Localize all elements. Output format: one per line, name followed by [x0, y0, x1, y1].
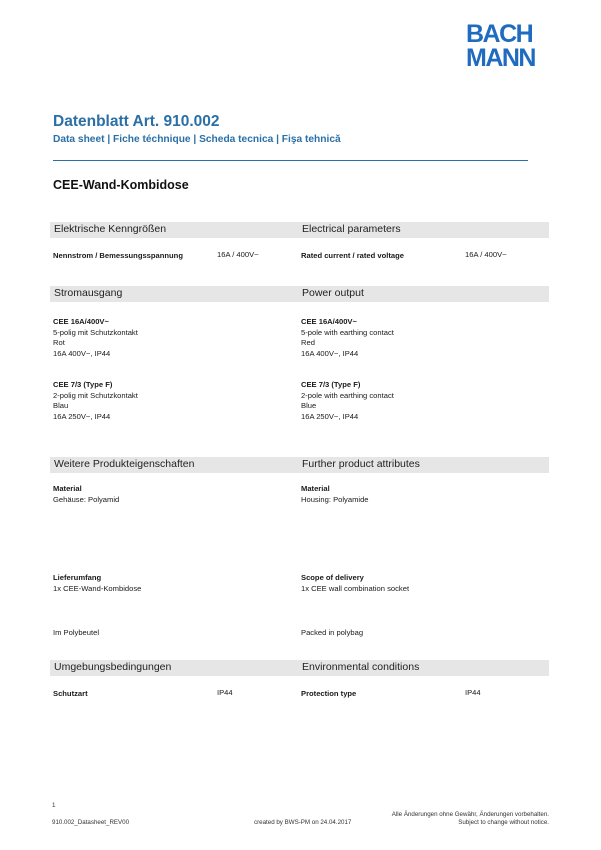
section-header-attributes	[50, 457, 549, 473]
protection-value-de: IP44	[217, 688, 233, 697]
socket1-line2-en: Red	[301, 338, 315, 347]
created-by: created by BWS-PM on 24.04.2017	[254, 819, 352, 826]
scope-block-en	[301, 573, 409, 594]
section-heading-en: Power output	[302, 287, 364, 299]
protection-label-de: Schutzart	[53, 689, 88, 698]
socket2-line2-de: Blau	[53, 401, 69, 410]
protection-value-en: IP44	[465, 688, 481, 697]
socket2-line3-en: 16A 250V~, IP44	[301, 411, 359, 421]
socket1-block-de	[53, 317, 138, 359]
rated-current-value-de: 16A / 400V~	[217, 250, 259, 259]
socket1-line1-de: 5-polig mit Schutzkontakt	[53, 327, 138, 337]
change-notice-de: Alle Änderungen ohne Gewähr, Änderungen vorbehalten.	[391, 811, 549, 818]
title-divider	[53, 160, 528, 161]
section-heading-de: Stromausgang	[54, 287, 123, 299]
socket2-line1-en: 2-pole with earthing contact	[301, 390, 394, 400]
section-header-power-output	[50, 286, 549, 302]
socket2-line2-en: Blue	[301, 401, 317, 410]
protection-label-en: Protection type	[301, 689, 357, 698]
material-block-de	[53, 484, 119, 505]
socket2-block-en	[301, 380, 394, 422]
material-value-de: Gehäuse: Polyamid	[53, 494, 120, 504]
scope-block-de	[53, 573, 141, 594]
section-heading-de: Weitere Produkteigenschaften	[54, 458, 195, 470]
socket1-block-en	[301, 317, 394, 359]
section-heading-de: Umgebungsbedingungen	[54, 661, 172, 673]
socket2-title-de: CEE 7/3 (Type F)	[53, 380, 113, 389]
material-title-de: Material	[53, 484, 82, 493]
logo-line-1: BACH	[466, 20, 533, 48]
change-notice	[392, 811, 549, 827]
socket1-title-de: CEE 16A/400V~	[53, 317, 109, 326]
scope-value-de: 1x CEE-Wand-Kombidose	[53, 583, 142, 593]
socket1-line3-en: 16A 400V~, IP44	[301, 348, 359, 358]
socket1-line2-de: Rot	[53, 338, 65, 347]
section-heading-en: Electrical parameters	[302, 223, 401, 235]
document-subtitle: Data sheet | Fiche téchnique | Scheda tecnica | Fişa tehnică	[53, 134, 341, 145]
rated-current-label-en: Rated current / rated voltage	[301, 251, 404, 260]
material-block-en	[301, 484, 369, 505]
document-title: Datenblatt Art. 910.002	[53, 113, 220, 130]
material-title-en: Material	[301, 484, 330, 493]
packaging-de: Im Polybeutel	[53, 628, 100, 637]
socket2-title-en: CEE 7/3 (Type F)	[301, 380, 361, 389]
material-value-en: Housing: Polyamide	[301, 494, 369, 504]
section-heading-en: Environmental conditions	[302, 661, 420, 673]
rated-current-value-en: 16A / 400V~	[465, 250, 507, 259]
packaging-en: Packed in polybag	[301, 628, 364, 637]
page-number: 1	[52, 802, 56, 809]
change-notice-en: Subject to change without notice.	[458, 819, 549, 826]
scope-title-de: Lieferumfang	[53, 573, 102, 582]
product-name: CEE-Wand-Kombidose	[53, 178, 189, 192]
section-heading-en: Further product attributes	[302, 458, 420, 470]
bachmann-logo	[466, 22, 552, 70]
socket1-title-en: CEE 16A/400V~	[301, 317, 357, 326]
socket1-line1-en: 5-pole with earthing contact	[301, 327, 394, 337]
document-id: 910.002_Datasheet_REV00	[52, 819, 130, 826]
socket2-line1-de: 2-polig mit Schutzkontakt	[53, 390, 138, 400]
section-heading-de: Elektrische Kenngrößen	[54, 223, 167, 235]
scope-title-en: Scope of delivery	[301, 573, 364, 582]
socket1-line3-de: 16A 400V~, IP44	[53, 348, 111, 358]
section-header-electrical	[50, 222, 549, 238]
scope-value-en: 1x CEE wall combination socket	[301, 583, 410, 593]
socket2-block-de	[53, 380, 138, 422]
section-header-environment	[50, 660, 549, 676]
socket2-line3-de: 16A 250V~, IP44	[53, 411, 111, 421]
rated-current-label-de: Nennstrom / Bemessungsspannung	[53, 251, 183, 260]
logo-line-2: MANN	[466, 44, 535, 72]
